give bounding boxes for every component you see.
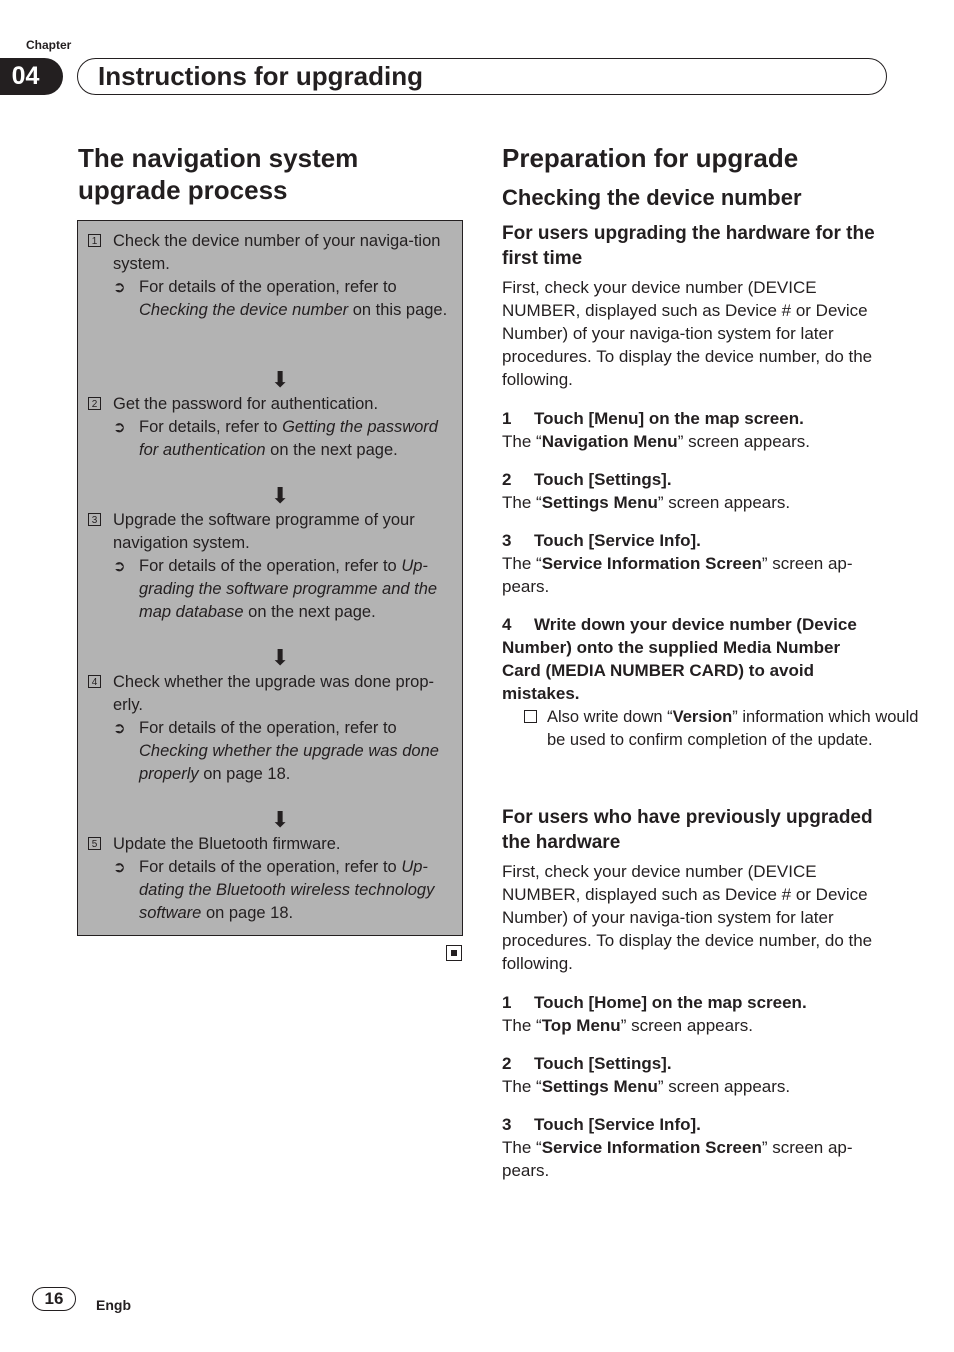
page-number: 16 bbox=[32, 1287, 76, 1311]
previous-step-1-title: 1 Touch [Home] on the map screen. bbox=[502, 993, 807, 1012]
chapter-label: Chapter bbox=[26, 38, 72, 52]
previous-step-1-result: The “Top Menu” screen appears. bbox=[502, 1016, 753, 1035]
step-text: Check whether the upgrade was done prop-erly. bbox=[113, 673, 435, 714]
first-step-3-result: The “Service Information Screen” screen ap-pears. bbox=[502, 554, 853, 596]
step-text: Get the password for authentication. bbox=[113, 395, 379, 413]
upgrade-process-box bbox=[77, 220, 463, 936]
end-of-section-icon bbox=[446, 945, 462, 961]
step-text: Update the Bluetooth firmware. bbox=[113, 835, 341, 853]
language-code: Engb bbox=[96, 1297, 131, 1313]
first-step-1-title: 1 Touch [Menu] on the map screen. bbox=[502, 409, 804, 428]
first-time-intro: First, check your device number (DEVICE NUMBER, displayed such as Device # or Device Number) of your naviga-tion system for later procedures. To display the device number, do the following. bbox=[502, 278, 873, 389]
step-number: 1 bbox=[88, 234, 101, 247]
reference-arrow-icon: ➲ bbox=[113, 558, 126, 575]
step-number: 3 bbox=[88, 513, 101, 526]
process-step-2 bbox=[88, 393, 458, 462]
first-time-heading: For users upgrading the hardware for the first time bbox=[502, 223, 875, 269]
step-reference: ➲ For details of the operation, refer to Checking whether the upgrade was done properly on page 18. bbox=[113, 719, 439, 783]
previous-upgrade-intro: First, check your device number (DEVICE NUMBER, displayed such as Device # or Device Number) of your naviga-tion system for later procedures. To display the device number, do the following. bbox=[502, 862, 873, 973]
reference-arrow-icon: ➲ bbox=[113, 859, 126, 876]
previous-upgrade-heading: For users who have previously upgraded the hardware bbox=[502, 807, 873, 853]
step-text: Upgrade the software programme of your navigation system. bbox=[113, 511, 415, 552]
version-note: Also write down “Version” information which would be used to confirm completion of the update. bbox=[502, 706, 937, 752]
step-reference: ➲ For details, refer to Getting the password for authentication on the next page. bbox=[113, 418, 438, 459]
previous-step-2-title: 2 Touch [Settings]. bbox=[502, 1054, 672, 1073]
checking-device-number-heading: Checking the device number bbox=[502, 185, 802, 210]
step-text: Check the device number of your naviga-tion system. bbox=[113, 232, 441, 273]
down-arrow-icon: ⬇ bbox=[271, 367, 290, 392]
first-step-1-result: The “Navigation Menu” screen appears. bbox=[502, 432, 810, 451]
process-step-3 bbox=[88, 509, 458, 624]
down-arrow-icon: ⬇ bbox=[271, 807, 290, 832]
first-step-2-title: 2 Touch [Settings]. bbox=[502, 470, 672, 489]
previous-step-2-result: The “Settings Menu” screen appears. bbox=[502, 1077, 791, 1096]
preparation-section-title: Preparation for upgrade bbox=[502, 143, 799, 173]
chapter-title: Instructions for upgrading bbox=[77, 58, 887, 95]
note-checkbox-icon bbox=[524, 710, 537, 723]
process-step-1 bbox=[88, 230, 458, 322]
first-step-2-result: The “Settings Menu” screen appears. bbox=[502, 493, 791, 512]
previous-step-3-title: 3 Touch [Service Info]. bbox=[502, 1115, 701, 1134]
down-arrow-icon: ⬇ bbox=[271, 645, 290, 670]
reference-arrow-icon: ➲ bbox=[113, 279, 126, 296]
step-number: 5 bbox=[88, 837, 101, 850]
first-step-4-title: 4 Write down your device number (Device Number) onto the supplied Media Number Card (MEDIA NUMBER CARD) to avoid mistakes. bbox=[502, 615, 857, 703]
chapter-number: 04 bbox=[0, 58, 63, 95]
step-reference: ➲ For details of the operation, refer to Up-grading the software programme and the map database on the next page. bbox=[113, 557, 438, 621]
step-reference: ➲ For details of the operation, refer to Up-dating the Bluetooth wireless technology software on page 18. bbox=[113, 858, 435, 922]
first-step-3-title: 3 Touch [Service Info]. bbox=[502, 531, 701, 550]
process-step-5 bbox=[88, 833, 458, 925]
previous-step-3-result: The “Service Information Screen” screen ap-pears. bbox=[502, 1138, 853, 1180]
step-number: 2 bbox=[88, 397, 101, 410]
down-arrow-icon: ⬇ bbox=[271, 483, 290, 508]
reference-arrow-icon: ➲ bbox=[113, 419, 126, 436]
step-reference: ➲ For details of the operation, refer to Checking the device number on this page. bbox=[113, 278, 448, 319]
step-number: 4 bbox=[88, 675, 101, 688]
process-section-title: The navigation system upgrade process bbox=[78, 143, 359, 205]
reference-arrow-icon: ➲ bbox=[113, 720, 126, 737]
process-step-4 bbox=[88, 671, 458, 786]
